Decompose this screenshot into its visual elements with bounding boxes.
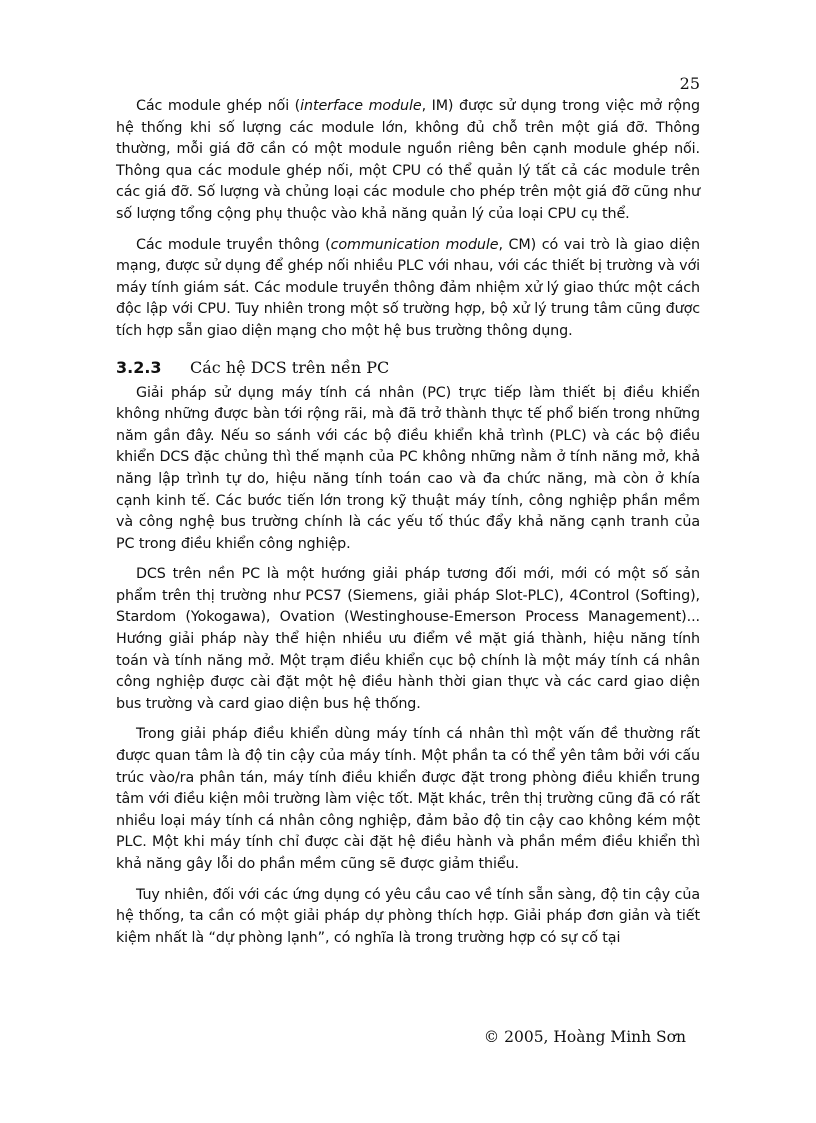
paragraph: DCS trên nền PC là một hướng giải pháp tương đối mới, mới có một số sản phẩm trên thị trường như PCS7 (Siemens, giải pháp Slot-PLC), 4Control (Softing), Stardom (Yokogawa), Ovation (Westinghouse-Emerson Process Management)... Hướng giải pháp này thể hiện nhiều ưu điểm về mặt giá thành, hiệu năng tính toán và tính năng mở. Một trạm điều khiển cục bộ chính là một máy tính cá nhân công nghiệp được cài đặt một hệ điều hành thời gian thực và các card giao diện bus trường và card giao diện bus hệ thống. xyxy=(116,566,700,712)
page-number: 25 xyxy=(679,74,700,93)
section-title: Các hệ DCS trên nền PC xyxy=(190,357,390,377)
section-number: 3.2.3 xyxy=(116,357,162,377)
paragraph-text: , CM) có vai trò là giao diện mạng, được sử dụng để ghép nối nhiều PLC với nhau, với các thiết bị trường và với máy tính giám sát. Các module truyền thông đảm nhiệm xử lý giao thức một cách độc lập với CPU. Tuy nhiên trong một số trường hợp, bộ xử lý trung tâm cũng được tích hợp sẵn giao diện mạng cho một hệ bus trường thông dụng. xyxy=(116,236,701,339)
paragraph-interface-module xyxy=(116,96,700,226)
paragraph-communication-module xyxy=(116,235,700,343)
paragraph-text: Các module ghép nối ( xyxy=(136,98,301,114)
paragraph-text: Các module truyền thông ( xyxy=(136,236,331,253)
page-content xyxy=(116,96,700,958)
paragraph-text: , IM) được sử dụng trong việc mở rộng hệ thống khi số lượng các module lớn, không đủ chỗ trên một giá đỡ. Thông thường, mỗi giá đỡ cần có một module nguồn riêng bên cạnh module ghép nối. Thông qua các module ghép nối, một CPU có thể quản lý tất cả các module trên các giá đỡ. Số lượng và chủng loại các module cho phép trên một giá đỡ cũng như số lượng tổng cộng phụ thuộc vào khả năng quản lý của loại CPU cụ thể. xyxy=(116,98,700,222)
paragraph: Trong giải pháp điều khiển dùng máy tính cá nhân thì một vấn đề thường rất được quan tâm là độ tin cậy của máy tính. Một phần ta có thể yên tâm bởi với cấu trúc vào/ra phân tán, máy tính điều khiển được đặt trong phòng điều khiển trung tâm với điều kiện môi trường làm việc tốt. Mặt khác, trên thị trường cũng đã có rất nhiều loại máy tính cá nhân công nghiệp, đảm bảo độ tin cậy cao không kém một PLC. Một khi máy tính chỉ được cài đặt hệ điều hành và phần mềm điều khiển thì khả năng gây lỗi do phần mềm cũng sẽ được giảm thiểu. xyxy=(116,726,700,872)
copyright-footer: © 2005, Hoàng Minh Sơn xyxy=(483,1028,686,1046)
italic-term: communication module xyxy=(330,236,499,253)
paragraph: Giải pháp sử dụng máy tính cá nhân (PC) trực tiếp làm thiết bị điều khiển không những được bàn tới rộng rãi, mà đã trở thành thực tế phổ biến trong những năm gần đây. Nếu so sánh với các bộ điều khiển khả trình (PLC) và các bộ điều khiển DCS đặc chủng thì thế mạnh của PC không những nằm ở tính năng mở, khả năng lập trình tự do, hiệu năng tính toán cao và đa chức năng, mà còn ở khía cạnh kinh tế. Các bước tiến lớn trong kỹ thuật máy tính, công nghiệp phần mềm và công nghệ bus trường chính là các yếu tố thúc đẩy khả năng cạnh tranh của PC trong điều khiển công nghiệp. xyxy=(116,384,700,552)
italic-term: interface module xyxy=(300,98,422,114)
paragraph: Tuy nhiên, đối với các ứng dụng có yêu cầu cao về tính sẵn sàng, độ tin cậy của hệ thống, ta cần có một giải pháp dự phòng thích hợp. Giải pháp đơn giản và tiết kiệm nhất là “dự phòng lạnh”, có nghĩa là trong trường hợp có sự cố tại xyxy=(116,886,700,946)
section-heading xyxy=(116,358,700,377)
